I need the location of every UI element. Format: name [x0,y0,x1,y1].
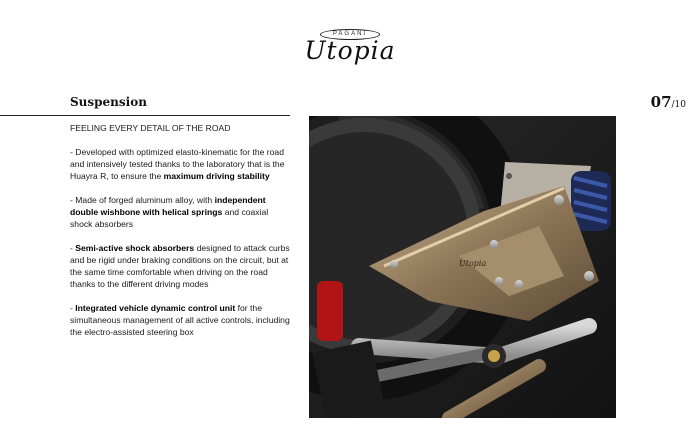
bullet-control-unit [70,302,292,338]
bullet-shock-absorbers [70,242,292,290]
bullet-aluminum [70,194,292,230]
model-logo: Utopia [304,36,396,65]
bullet-text: - [70,243,76,253]
content-heading: FEELING EVERY DETAIL OF THE ROAD [70,123,231,133]
bullet-highlight: maximum driving stability [163,171,270,181]
arm-logo: Utopia [459,259,487,268]
bullet-text: - [70,303,76,313]
suspension-photo [309,116,616,418]
bullet-text: - Made of forged aluminum alloy, with [70,195,215,205]
content-block [70,122,292,350]
suspension-illustration [309,116,616,418]
section-title: Suspension [70,95,147,109]
page-current: 07 [650,93,672,111]
bullet-text: - Developed with optimized elasto-kinematic for the road and intensively tested thanks to the laboratory that is the Huayra R, to ensure the [70,147,285,181]
page-total: /10 [671,100,686,110]
page-number [651,92,686,111]
bullet-highlight: independent double wishbone with helical springs [70,195,266,217]
brand-badge: PAGANI [320,29,380,40]
brake-caliper [317,281,343,341]
bullet-text: and coaxial shock absorbers [70,207,269,229]
bullet-text: designed to attack curbs and be rigid under braking conditions on the circuit, but at the same time comfortable when driving on the road thanks to the different driving modes [70,243,290,289]
bullet-highlight: Semi-active shock absorbers [75,243,195,253]
bullet-highlight: Integrated vehicle dynamic control unit [75,303,236,313]
bullet-text: for the simultaneous management of all active controls, including the electro-assisted steering box [70,303,290,337]
bullet-stability [70,146,292,182]
title-divider [0,115,290,116]
